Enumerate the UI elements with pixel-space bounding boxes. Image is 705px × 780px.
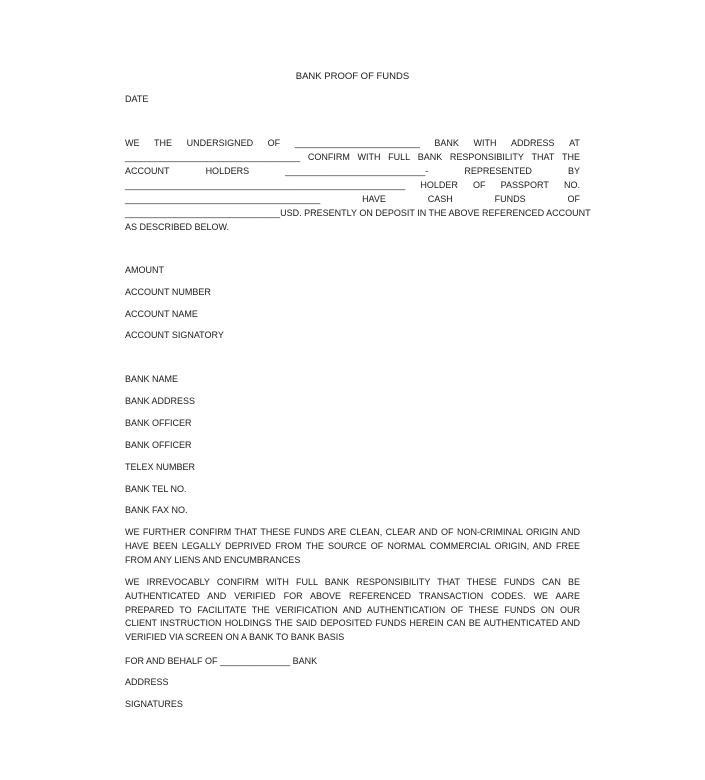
word: WE — [125, 138, 140, 148]
word: RESPONSIBILITY — [449, 152, 524, 162]
word: OF — [473, 180, 486, 190]
word: FULL — [388, 152, 411, 162]
field-bank-address: BANK ADDRESS — [125, 396, 196, 406]
blank-line: ___________________________________ — [125, 152, 301, 162]
declaration-line-6: _______________________________USD. PRESENTLY ON DEPOSIT IN THE ABOVE REFERENCED ACCOUNT — [125, 208, 591, 218]
word: PASSPORT — [500, 180, 549, 190]
field-telex-number: TELEX NUMBER — [125, 462, 196, 472]
declaration-line-2 — [125, 152, 580, 164]
field-account-name: ACCOUNT NAME — [125, 309, 198, 319]
word: THAT — [531, 152, 555, 162]
word: HAVE — [362, 194, 386, 204]
declaration-line-5 — [125, 194, 580, 206]
word: CASH — [427, 194, 453, 204]
word: UNDERSIGNED — [186, 138, 254, 148]
word: BANK — [417, 152, 443, 162]
field-bank-officer-1: BANK OFFICER — [125, 418, 192, 428]
word: THE — [154, 138, 173, 148]
word: HOLDER — [420, 180, 458, 190]
word: OF — [567, 194, 580, 204]
behalf-line: FOR AND BEHALF OF ______________ BANK — [125, 656, 318, 666]
field-bank-tel: BANK TEL NO. — [125, 484, 187, 494]
declaration-line-7: AS DESCRIBED BELOW. — [125, 222, 230, 232]
word: BY — [567, 166, 580, 176]
word: AT — [569, 138, 580, 148]
field-account-number: ACCOUNT NUMBER — [125, 287, 211, 297]
blank-line: _________________________ — [294, 138, 420, 148]
signatures-label: SIGNATURES — [125, 699, 183, 709]
field-bank-fax: BANK FAX NO. — [125, 505, 188, 515]
field-bank-officer-2: BANK OFFICER — [125, 440, 192, 450]
word: REPRESENTED — [464, 166, 532, 176]
word: BANK — [434, 138, 459, 148]
field-bank-name: BANK NAME — [125, 374, 179, 384]
address-label: ADDRESS — [125, 677, 169, 687]
word: CONFIRM — [307, 152, 350, 162]
word: HOLDERS — [205, 166, 250, 176]
clean-funds-paragraph: WE FURTHER CONFIRM THAT THESE FUNDS ARE CLEAN, CLEAR AND OF NON-CRIMINAL ORIGIN AND HAVE BEEN LEGALLY DEPRIVED FROM THE SOURCE OF NORMAL COMMERCIAL ORIGIN, AND FREE FROM ANY LIENS AND ENCUMBRANCES — [125, 527, 580, 565]
document-title: BANK PROOF OF FUNDS — [295, 71, 410, 82]
field-account-signatory: ACCOUNT SIGNATORY — [125, 330, 224, 340]
word: NO. — [563, 180, 580, 190]
word: WITH — [357, 152, 381, 162]
word: ADDRESS — [511, 138, 555, 148]
field-amount: AMOUNT — [125, 265, 164, 275]
word: ACCOUNT — [125, 166, 170, 176]
word: THE — [561, 152, 580, 162]
word: WITH — [473, 138, 497, 148]
verification-paragraph: WE IRREVOCABLY CONFIRM WITH FULL BANK RESPONSIBILITY THAT THESE FUNDS CAN BE AUTHENTICATED AND VERIFIED FOR ABOVE REFERENCED TRANSACTION CODES. WE AARE PREPARED TO FACILITATE THE VERIFICATION AND AUTHENTICATION OF THESE FUNDS ON OUR CLIENT INSTRUCTION HOLDINGS THE SAID DEPOSITED FUNDS HEREIN CAN BE AUTHENTICATED AND VERIFIED VIA SCREEN ON A BANK TO BANK BASIS — [125, 577, 580, 643]
declaration-line-4 — [125, 180, 580, 192]
date-label: DATE — [125, 94, 149, 104]
blank-line: ________________________________________________________ — [125, 180, 406, 190]
declaration-line-3 — [125, 166, 580, 178]
word: FUNDS — [494, 194, 526, 204]
blank-line: ____________________________- — [285, 166, 429, 176]
declaration-line-1 — [125, 138, 580, 150]
blank-line: _______________________________________ — [125, 194, 321, 204]
word: OF — [267, 138, 281, 148]
